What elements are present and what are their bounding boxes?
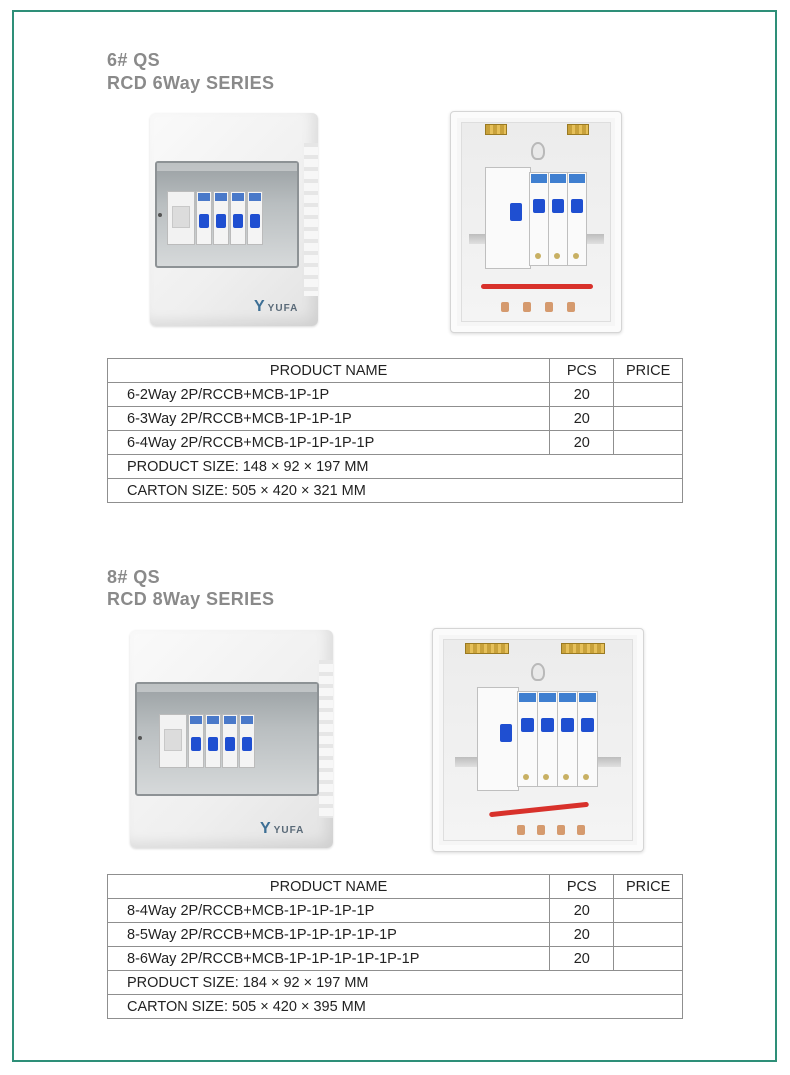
table-row xyxy=(108,947,683,971)
mcb-module xyxy=(548,172,568,266)
table-row xyxy=(108,407,683,431)
price-cell xyxy=(614,923,683,947)
pcs-cell: 20 xyxy=(550,407,614,431)
mcb-module xyxy=(567,172,587,266)
spec-table-6way xyxy=(107,358,683,503)
keyhole-icon xyxy=(531,142,545,160)
brand-logo-text: YUFA xyxy=(267,303,299,314)
pcs-cell: 20 xyxy=(550,431,614,455)
mcb-module xyxy=(537,691,558,787)
mcb-module xyxy=(517,691,538,787)
product-size-row xyxy=(108,971,683,995)
series-code-8: 8# QS xyxy=(107,567,161,587)
mcb-module xyxy=(222,714,238,768)
closed-box-photo-8way xyxy=(130,630,333,848)
mcb-module xyxy=(213,191,229,245)
rccb-module xyxy=(167,191,195,245)
col-header-product-name: PRODUCT NAME xyxy=(108,875,550,899)
price-cell xyxy=(614,431,683,455)
col-header-price: PRICE xyxy=(614,359,683,383)
brand-logo-text: YUFA xyxy=(273,825,305,836)
mcb-module xyxy=(239,714,255,768)
product-size-row xyxy=(108,455,683,479)
col-header-price: PRICE xyxy=(614,875,683,899)
price-cell xyxy=(614,947,683,971)
pcs-cell: 20 xyxy=(550,923,614,947)
table-header-row xyxy=(108,875,683,899)
series-title-8way: RCD 8Way SERIES xyxy=(107,589,275,609)
open-box-photo-8way xyxy=(432,628,644,852)
brand-logo xyxy=(254,298,298,316)
col-header-pcs: PCS xyxy=(550,359,614,383)
keyhole-icon xyxy=(531,663,545,681)
neutral-terminal xyxy=(465,643,509,654)
mcb-module xyxy=(529,172,549,266)
series-title-6way: RCD 6Way SERIES xyxy=(107,73,275,93)
product-name-cell: 6-4Way 2P/RCCB+MCB-1P-1P-1P-1P xyxy=(108,431,550,455)
open-box-photo-6way xyxy=(450,111,622,333)
table-row xyxy=(108,899,683,923)
product-size: PRODUCT SIZE: 184 × 92 × 197 MM xyxy=(108,971,683,995)
table-row xyxy=(108,923,683,947)
closed-box-photo-6way xyxy=(150,113,318,326)
col-header-product-name: PRODUCT NAME xyxy=(108,359,550,383)
breaker-row xyxy=(159,714,255,768)
table-row xyxy=(108,431,683,455)
mcb-module xyxy=(557,691,578,787)
price-cell xyxy=(614,383,683,407)
side-ridges xyxy=(304,143,318,296)
brand-logo xyxy=(260,820,304,838)
product-name-cell: 6-3Way 2P/RCCB+MCB-1P-1P-1P xyxy=(108,407,550,431)
pcs-cell: 20 xyxy=(550,383,614,407)
transparent-cover xyxy=(155,161,299,268)
col-header-pcs: PCS xyxy=(550,875,614,899)
red-wire xyxy=(481,284,593,289)
mcb-module xyxy=(247,191,263,245)
price-cell xyxy=(614,407,683,431)
mcb-module xyxy=(577,691,598,787)
table-row xyxy=(108,383,683,407)
carton-size-row xyxy=(108,995,683,1019)
product-size: PRODUCT SIZE: 148 × 92 × 197 MM xyxy=(108,455,683,479)
transparent-cover xyxy=(135,682,319,796)
spec-table-8way xyxy=(107,874,683,1019)
carton-size-row xyxy=(108,479,683,503)
pcs-cell: 20 xyxy=(550,899,614,923)
brand-mark-icon: Y xyxy=(254,298,266,315)
mcb-module xyxy=(188,714,204,768)
series-code-6: 6# QS xyxy=(107,50,161,70)
breaker-row xyxy=(167,191,263,245)
mcb-module xyxy=(230,191,246,245)
latch-icon xyxy=(138,736,142,740)
rccb-module xyxy=(159,714,187,768)
neutral-terminal xyxy=(485,124,507,135)
price-cell xyxy=(614,899,683,923)
latch-icon xyxy=(158,213,162,217)
earth-terminal xyxy=(561,643,605,654)
rccb-module xyxy=(477,687,519,791)
product-name-cell: 8-6Way 2P/RCCB+MCB-1P-1P-1P-1P-1P-1P xyxy=(108,947,550,971)
product-name-cell: 6-2Way 2P/RCCB+MCB-1P-1P xyxy=(108,383,550,407)
earth-terminal xyxy=(567,124,589,135)
side-ridges xyxy=(319,660,333,818)
table-header-row xyxy=(108,359,683,383)
product-name-cell: 8-4Way 2P/RCCB+MCB-1P-1P-1P-1P xyxy=(108,899,550,923)
carton-size: CARTON SIZE: 505 × 420 × 395 MM xyxy=(108,995,683,1019)
mcb-module xyxy=(196,191,212,245)
pcs-cell: 20 xyxy=(550,947,614,971)
rccb-module xyxy=(485,167,531,269)
product-name-cell: 8-5Way 2P/RCCB+MCB-1P-1P-1P-1P-1P xyxy=(108,923,550,947)
brand-mark-icon: Y xyxy=(260,820,272,837)
carton-size: CARTON SIZE: 505 × 420 × 321 MM xyxy=(108,479,683,503)
mcb-module xyxy=(205,714,221,768)
